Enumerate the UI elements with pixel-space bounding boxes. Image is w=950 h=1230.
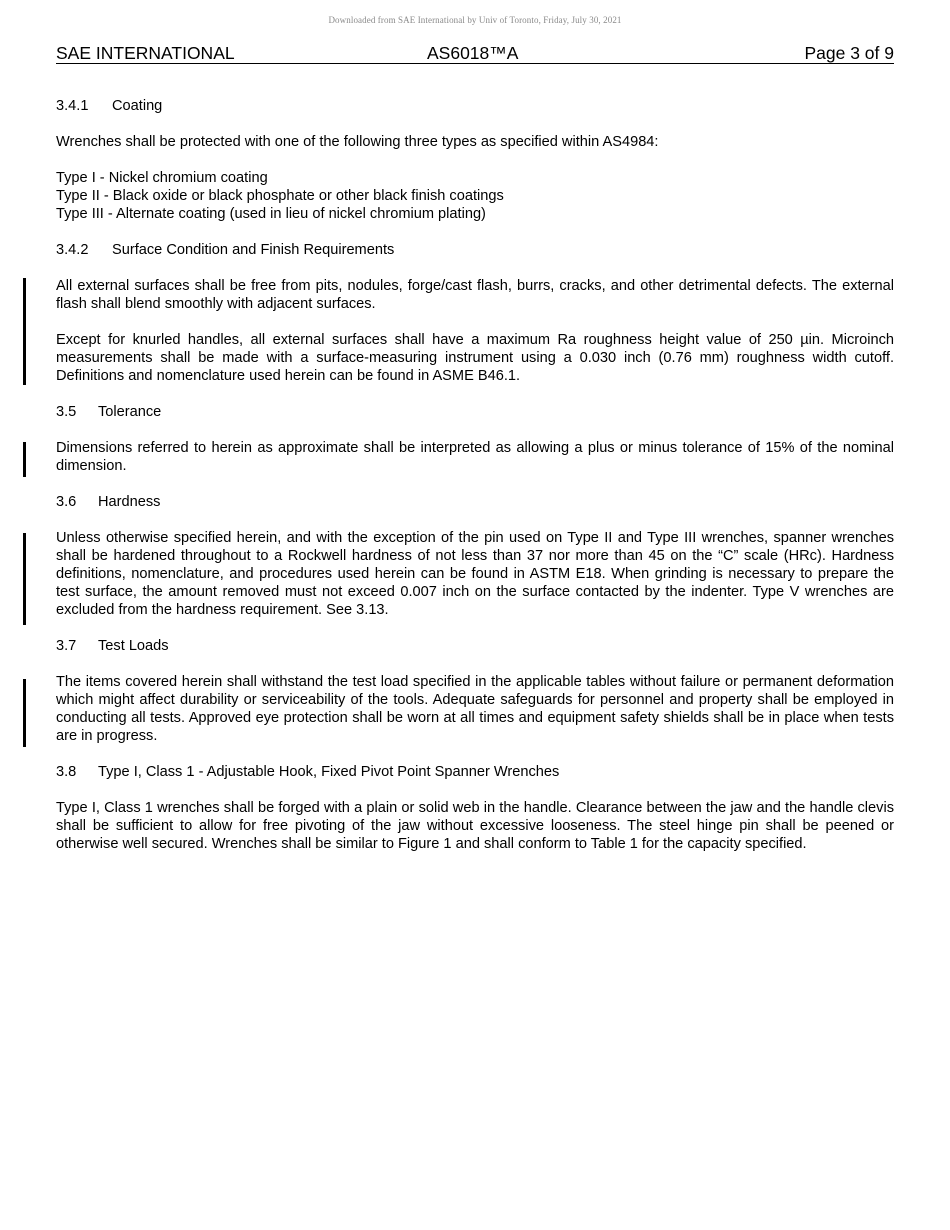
section-title: Test Loads (98, 638, 169, 654)
section-number: 3.8 (56, 764, 77, 780)
section-title: Hardness (98, 494, 161, 510)
section-title: Coating (112, 98, 163, 114)
change-bar (23, 679, 26, 747)
coating-type-item: Type I - Nickel chromium coating (56, 170, 268, 186)
coating-type-list (56, 169, 894, 223)
change-bar (23, 278, 26, 385)
section-number: 3.4.2 (56, 242, 89, 258)
section-title: Tolerance (98, 404, 162, 420)
section-heading-3-4-1 (56, 97, 894, 115)
section-heading-3-7 (56, 637, 894, 655)
surface-condition-paragraph: All external surfaces shall be free from pits, nodules, forge/cast flash, burrs, cracks, and other detrimental defects. The external flash shall blend smoothly with adjacent surfaces. (56, 278, 894, 312)
coating-type-item: Type II - Black oxide or black phosphate or other black finish coatings (56, 188, 504, 204)
hardness-paragraph: Unless otherwise specified herein, and with the exception of the pin used on Type II and Type III wrenches, spanner wrenches shall be hardened throughout to a Rockwell hardness of not less than 37 nor more than 45 on the “C” scale (HRc). Hardness definitions, nomenclature, and procedures used herein can be found in ASTM E18. When grinding is necessary to prepare the test surface, the amount removed must not exceed 0.007 inch on the surface contacted by the indenter. Type V wrenches are excluded from the hardness requirement. See 3.13. (56, 530, 894, 618)
test-loads-paragraph: The items covered herein shall withstand the test load specified in the applicable tables without failure or permanent deformation which might affect durability or serviceability of the tools. Adequate safeguards for personnel and property shall be employed in conducting all tests. Approved eye protection shall be worn at all times and equipment safety shields shall be in place when tests are in progress. (56, 674, 894, 744)
section-number: 3.6 (56, 494, 77, 510)
section-heading-3-8 (56, 763, 894, 781)
section-heading-3-4-2 (56, 241, 894, 259)
section-heading-3-5 (56, 403, 894, 421)
section-number: 3.7 (56, 638, 77, 654)
header-org: SAE INTERNATIONAL (56, 43, 235, 63)
document-body (56, 97, 894, 871)
section-heading-3-6 (56, 493, 894, 511)
header-doc-id: AS6018™A (427, 43, 519, 63)
section-title: Surface Condition and Finish Requirements (112, 242, 395, 258)
section-number: 3.4.1 (56, 98, 89, 114)
section-title: Type I, Class 1 - Adjustable Hook, Fixed Pivot Point Spanner Wrenches (98, 764, 560, 780)
coating-type-item: Type III - Alternate coating (used in lieu of nickel chromium plating) (56, 206, 486, 222)
tolerance-paragraph: Dimensions referred to herein as approximate shall be interpreted as allowing a plus or minus tolerance of 15% of the nominal dimension. (56, 440, 894, 474)
type-i-class-1-paragraph: Type I, Class 1 wrenches shall be forged with a plain or solid web in the handle. Clearance between the jaw and the handle clevis shall be sufficient to allow for free pivoting of the jaw without excessive looseness. The steel hinge pin shall be peened or otherwise well secured. Wrenches shall be similar to Figure 1 and shall conform to Table 1 for the capacity specified. (56, 800, 894, 852)
change-bar (23, 533, 26, 625)
page-header (56, 44, 894, 64)
surface-finish-paragraph: Except for knurled handles, all external surfaces shall have a maximum Ra roughness height value of 250 µin. Microinch measurements shall be made with a surface-measuring instrument using a 0.030 inch (0.76 mm) roughness width cutoff. Definitions and nomenclature used herein can be found in ASME B46.1. (56, 332, 894, 384)
download-watermark: Downloaded from SAE International by Univ of Toronto, Friday, July 30, 2021 (328, 15, 622, 25)
header-page-number: Page 3 of 9 (804, 43, 894, 63)
change-bar (23, 442, 26, 477)
coating-intro: Wrenches shall be protected with one of the following three types as specified within AS4984: (56, 134, 659, 150)
section-number: 3.5 (56, 404, 77, 420)
